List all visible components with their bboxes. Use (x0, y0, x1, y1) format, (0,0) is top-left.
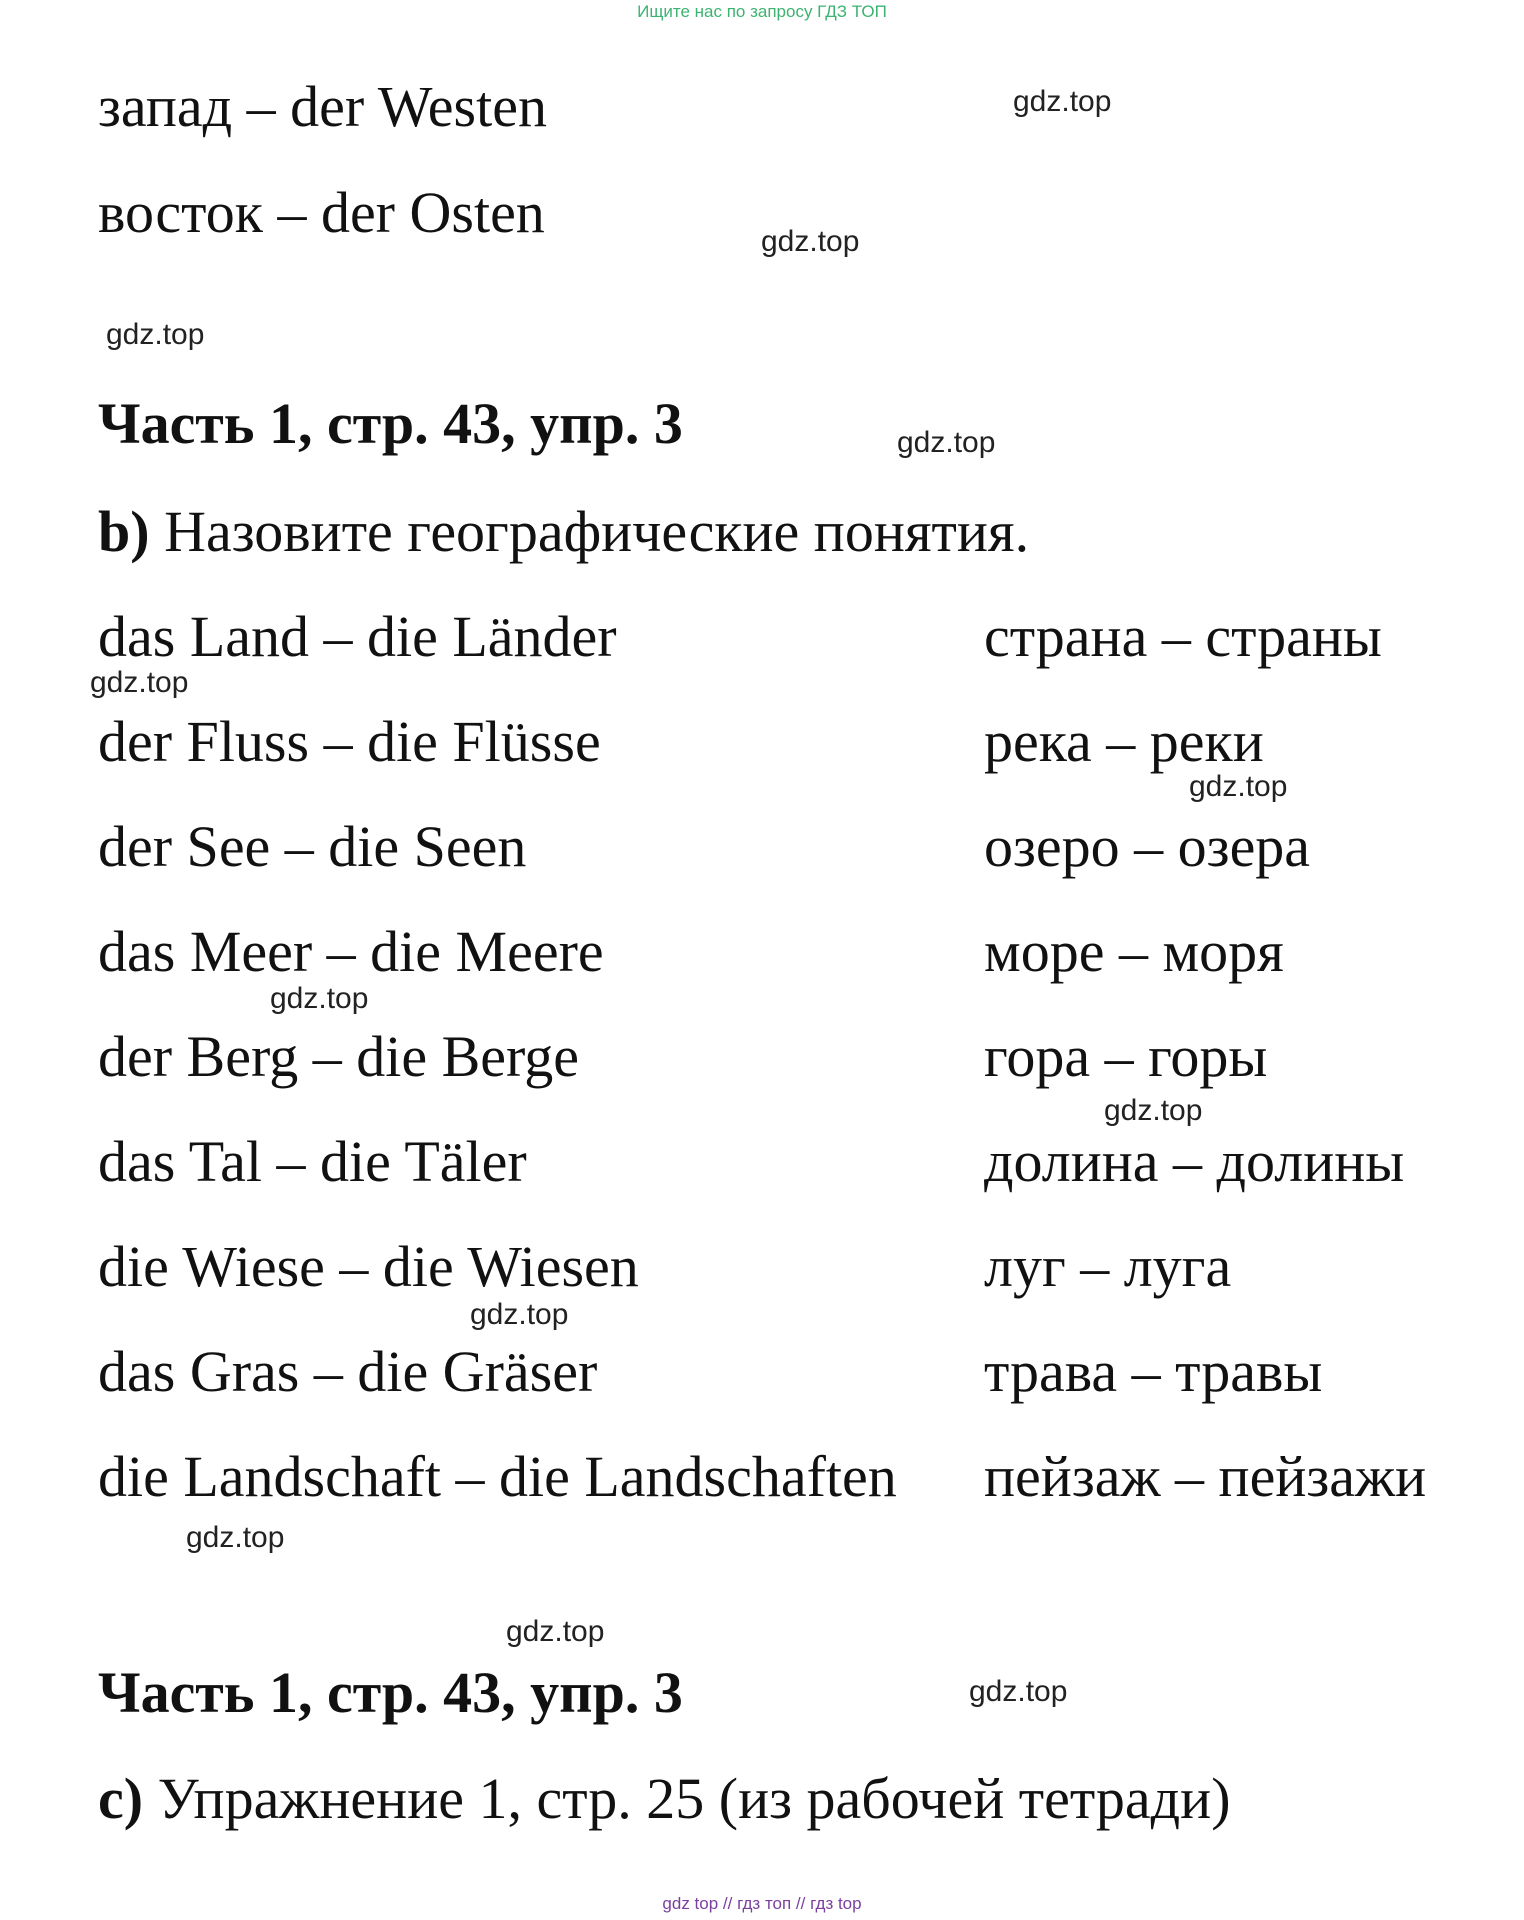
pair-de: der Berg – die Berge (98, 1024, 580, 1089)
footer-links: gdz top // гдз топ // гдз top (662, 1894, 862, 1913)
pair-de: das Land – die Länder (98, 604, 617, 669)
section2-heading: Часть 1, стр. 43, упр. 3 (98, 1660, 683, 1725)
watermark: gdz.top (186, 1521, 285, 1554)
watermark: gdz.top (761, 225, 860, 258)
pair-ru: страна – страны (984, 604, 1382, 669)
intro-line-east: восток – der Osten (98, 180, 545, 245)
section2-task-text: Упражнение 1, стр. 25 (из рабочей тетради) (143, 1766, 1231, 1831)
watermark: gdz.top (969, 1675, 1068, 1708)
watermark: gdz.top (90, 666, 189, 699)
watermark: gdz.top (470, 1298, 569, 1331)
section1-task (98, 499, 1030, 564)
watermark: gdz.top (270, 982, 369, 1015)
pair-ru: море – моря (984, 919, 1284, 984)
watermark: gdz.top (506, 1615, 605, 1648)
pair-de: die Landschaft – die Landschaften (98, 1444, 897, 1509)
watermark: gdz.top (1013, 85, 1112, 118)
watermark: gdz.top (1189, 770, 1288, 803)
pair-de: das Meer – die Meere (98, 919, 604, 984)
pair-ru: пейзаж – пейзажи (984, 1444, 1427, 1509)
top-banner: Ищите нас по запросу ГДЗ ТОП (637, 2, 887, 21)
intro-line-west: запад – der Westen (98, 74, 547, 139)
section1-task-text: Назовите географические понятия. (149, 499, 1030, 564)
section1-task-letter: b) (98, 499, 150, 564)
watermark: gdz.top (1104, 1094, 1203, 1127)
pair-ru: луг – луга (984, 1234, 1232, 1299)
section2-task (98, 1766, 1231, 1831)
pair-de: das Tal – die Täler (98, 1129, 527, 1194)
section2-task-letter: c) (98, 1766, 144, 1831)
pair-de: das Gras – die Gräser (98, 1339, 598, 1404)
watermark: gdz.top (106, 318, 205, 351)
pair-de: der Fluss – die Flüsse (98, 709, 601, 774)
pair-de: die Wiese – die Wiesen (98, 1234, 639, 1299)
pair-ru: река – реки (984, 709, 1264, 774)
pair-ru: трава – травы (984, 1339, 1323, 1404)
section1-heading: Часть 1, стр. 43, упр. 3 (98, 391, 683, 456)
pair-ru: озеро – озера (984, 814, 1311, 879)
pair-ru: гора – горы (984, 1024, 1268, 1089)
pair-ru: долина – долины (984, 1129, 1405, 1194)
pair-de: der See – die Seen (98, 814, 527, 879)
watermark: gdz.top (897, 426, 996, 459)
